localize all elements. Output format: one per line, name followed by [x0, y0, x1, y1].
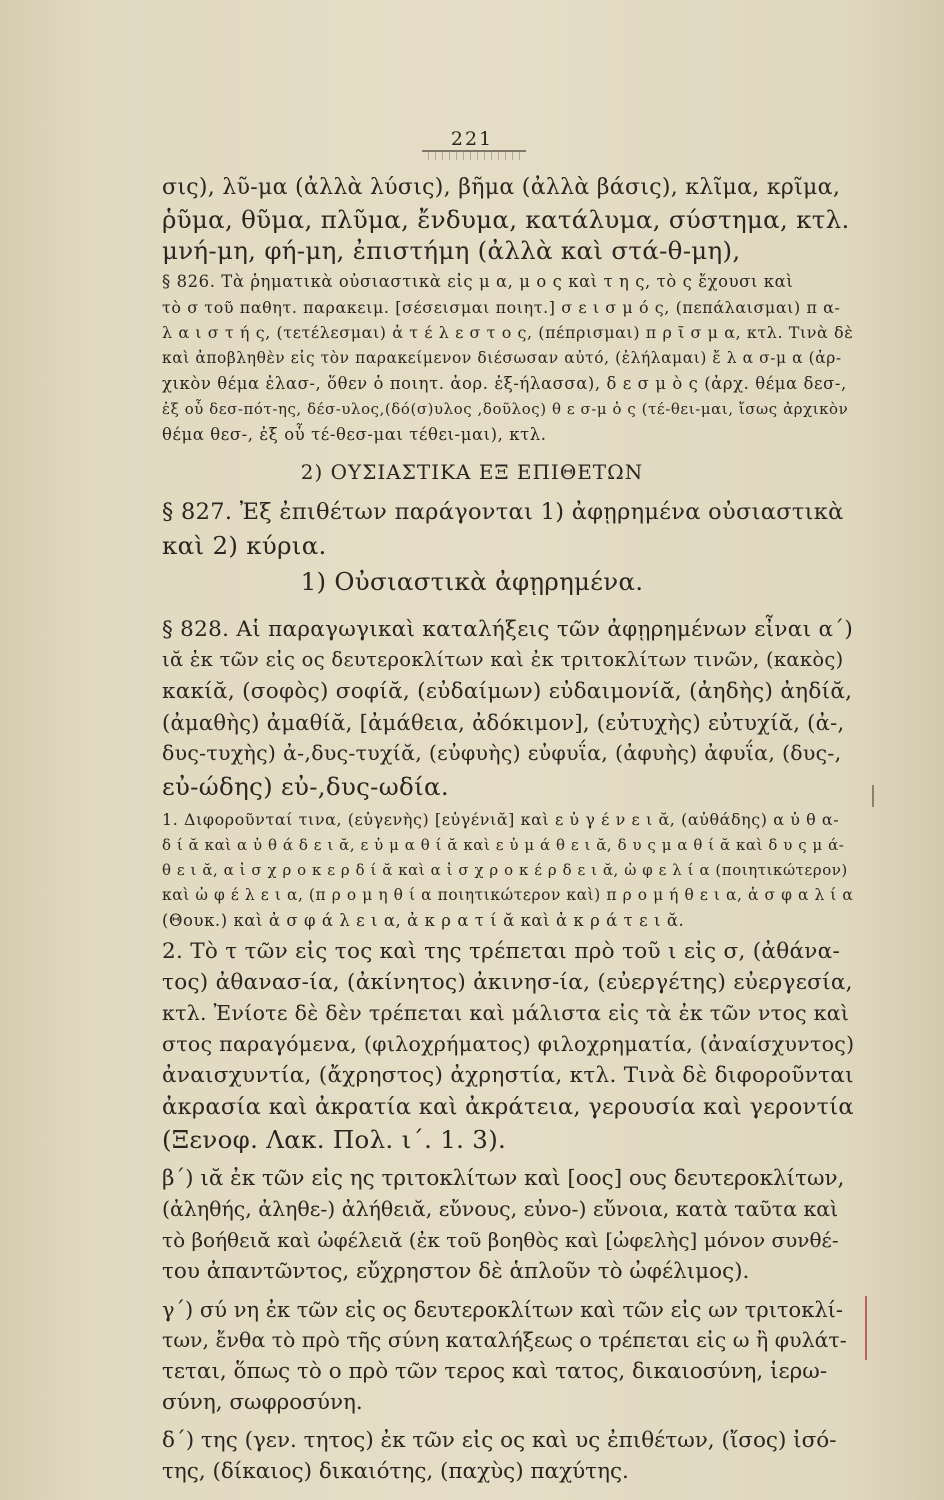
- text-line: δ΄) της (γεν. τητος) ἐκ τῶν εἰς ος καὶ υς ἐπιθέτων, (ἴσος) ἰσό-: [162, 1428, 837, 1453]
- text-line: § 827. Ἐξ ἐπιθέτων παράγονται 1) ἀφῃρημένα οὐσιαστικὰ: [162, 499, 844, 525]
- text-line: σύνη, σωφροσύνη.: [162, 1390, 363, 1415]
- text-line: καὶ ὠ φ έ λ ε ι α, (π ρ ο μ η θ ί α ποιητικώτερον καὶ) π ρ ο μ ή θ ε ι α, ἀ σ φ α λ ί α: [162, 886, 854, 904]
- text-line: σις), λῦ-μα (ἀλλὰ λύσις), βῆμα (ἀλλὰ βάσις), κλῖμα, κρῖμα,: [162, 175, 841, 200]
- text-line: ἀκρασία καὶ ἀκρατία καὶ ἀκράτεια, γερουσία καὶ γεροντία: [162, 1094, 854, 1120]
- text-line: δυς-τυχὴς) ἀ-,δυς-τυχίᾰ, (εὐφυὴς) εὐφυΐα, (ἀφυὴς) ἀφυΐα, (δυς-,: [162, 741, 842, 765]
- text-line: του ἀπαντῶντος, εὔχρηστον δὲ ἁπλοῦν τὸ ὠφέλιμος).: [162, 1259, 750, 1284]
- text-line: κτλ. Ἐνίοτε δὲ δὲν τρέπεται καὶ μάλιστα εἰς τὰ ἐκ τῶν ντος καὶ: [162, 1001, 850, 1025]
- text-line: γ΄) σύ νη ἐκ τῶν εἰς ος δευτεροκλίτων καὶ τῶν εἰς ων τριτοκλί-: [162, 1298, 843, 1322]
- text-line: ἀναισχυντία, (ἄχρηστος) ἀχρηστία, κτλ. Τινὰ δὲ διφοροῦνται: [162, 1063, 854, 1088]
- text-line: (ἀληθής, ἀληθε-) ἀλήθειᾰ, εὔνους, εὐνο-) εὔνοια, κατὰ ταῦτα καὶ: [162, 1197, 839, 1221]
- text-line: τὸ βοήθειᾰ καὶ ὠφέλειᾰ (ἐκ τοῦ βοηθὸς καὶ [ὠφελὴς] μόνον συνθέ-: [162, 1228, 839, 1252]
- text-line: 1. Διφοροῦνταί τινα, (εὐγενὴς) [εὐγένιᾰ] καὶ ε ὐ γ έ ν ε ι ᾰ, (αὐθάδης) α ὐ θ α-: [162, 810, 840, 829]
- text-line: ἐξ οὗ δεσ-πότ-ης, δέσ-υλος,(δό(σ)υλος ,δοῦλος) θ ε σ-μ ὁ ς (τέ-θει-μαι, ἴσως ἀρχικὸν: [162, 400, 849, 418]
- section-heading: 1) Οὐσιαστικὰ ἀφῃρημένα.: [300, 567, 644, 596]
- text-line: λ α ι σ τ ή ς, (τετέλεσμαι) ἀ τ έ λ ε σ τ ο ς, (πέπρισμαι) π ρ ῖ σ μ α, κτλ. Τινὰ δὲ: [162, 323, 854, 342]
- text-line: της, (δίκαιος) δικαιότης, (παχὺς) παχύτης.: [162, 1459, 629, 1484]
- text-line: δ ί ᾰ καὶ α ὐ θ ά δ ε ι ᾰ, ε ὐ μ α θ ί ᾰ καὶ ε ὐ μ ά θ ε ι ᾰ, δ υ ς μ α θ ί ᾰ καὶ δ υ ς μ ά-: [162, 836, 845, 854]
- page-number: 221: [450, 128, 494, 150]
- text-line: τεται, ὅπως τὸ ο πρὸ τῶν τερος καὶ τατος, δικαιοσύνη, ἱερω-: [162, 1359, 828, 1384]
- text-line: θέμα θεσ-, ἐξ οὗ τέ-θεσ-μαι τέθει-μαι), κτλ.: [162, 425, 547, 444]
- text-line: εὐ-ώδης) εὐ-,δυς-ωδία.: [162, 772, 449, 801]
- text-line: ῥῦμα, θῦμα, πλῦμα, ἔνδυμα, κατάλυμα, σύστημα, κτλ.: [162, 205, 850, 234]
- ornament-rule: [422, 150, 526, 160]
- text-line: β΄) ιᾰ ἐκ τῶν εἰς ης τριτοκλίτων καὶ [οος] ους δευτεροκλίτων,: [162, 1166, 845, 1191]
- margin-mark: [872, 785, 874, 807]
- section-heading: 2) ΟΥΣΙΑΣΤΙΚΑ ΕΞ ΕΠΙΘΕΤΩΝ: [300, 460, 644, 484]
- text-line: καὶ ἀποβληθὲν εἰς τὸν παρακείμενον διέσωσαν αὐτό, (ἐλήλαμαι) ἔ λ α σ-μ α (ἀρ-: [162, 349, 842, 367]
- text-line: κακίᾰ, (σοφὸς) σοφίᾰ, (εὐδαίμων) εὐδαιμονίᾰ, (ἀηδὴς) ἀηδίᾰ,: [162, 679, 853, 704]
- text-line: των, ἔνθα τὸ πρὸ τῆς σύνη καταλήξεως ο τρέπεται εἰς ω ἢ φυλάτ-: [162, 1328, 847, 1352]
- text-line: (Θουκ.) καὶ ἀ σ φ ά λ ε ι α, ἀ κ ρ α τ ί ᾰ καὶ ἀ κ ρ ά τ ε ι ᾰ.: [162, 911, 685, 930]
- text-line: τος) ἀθανασ-ία, (ἀκίνητος) ἀκινησ-ία, (εὐεργέτης) εὐεργεσία,: [162, 970, 853, 995]
- text-line: ιᾰ ἐκ τῶν εἰς ος δευτεροκλίτων καὶ ἐκ τριτοκλίτων τινῶν, (κακὸς): [162, 648, 844, 671]
- margin-mark: [865, 1296, 867, 1360]
- text-line: (Ξενοφ. Λακ. Πολ. ι΄. 1. 3).: [162, 1125, 507, 1154]
- text-line: καὶ 2) κύρια.: [162, 531, 327, 560]
- text-line: § 828. Αἱ παραγωγικαὶ καταλήξεις τῶν ἀφῃρημένων εἶναι α΄): [162, 617, 854, 642]
- text-line: χικὸν θέμα ἐλασ-, ὅθεν ὁ ποιητ. ἀορ. ἐξ-ήλασσα), δ ε σ μ ὸ ς (ἀρχ. θέμα δεσ-,: [162, 374, 847, 393]
- text-line: § 826. Τὰ ῥηματικὰ οὐσιαστικὰ εἰς μ α, μ ο ς καὶ τ η ς, τὸ ς ἔχουσι καὶ: [162, 272, 794, 291]
- text-line: (ἀμαθὴς) ἀμαθίᾰ, [ἀμάθεια, ἀδόκιμον], (εὐτυχὴς) εὐτυχίᾰ, (ἀ-,: [162, 711, 845, 735]
- text-line: τὸ σ τοῦ παθητ. παρακειμ. [σέσεισμαι ποιητ.] σ ε ι σ μ ό ς, (πεπάλαισμαι) π α-: [162, 298, 841, 317]
- text-line: 2. Τὸ τ τῶν εἰς τος καὶ της τρέπεται πρὸ τοῦ ι εἰς σ, (ἀθάνα-: [162, 939, 841, 964]
- text-line: θ ε ι ᾰ, α ἰ σ χ ρ ο κ ε ρ δ ί ᾰ καὶ α ἰ σ χ ρ ο κ έ ρ δ ε ι ᾰ, ὠ φ ε λ ί α (ποιητικώτερον): [162, 861, 848, 879]
- text-line: μνή-μη, φή-μη, ἐπιστήμη (ἀλλὰ καὶ στά-θ-μη),: [162, 236, 741, 265]
- text-line: στος παραγόμενα, (φιλοχρήματος) φιλοχρηματία, (ἀναίσχυντος): [162, 1032, 855, 1056]
